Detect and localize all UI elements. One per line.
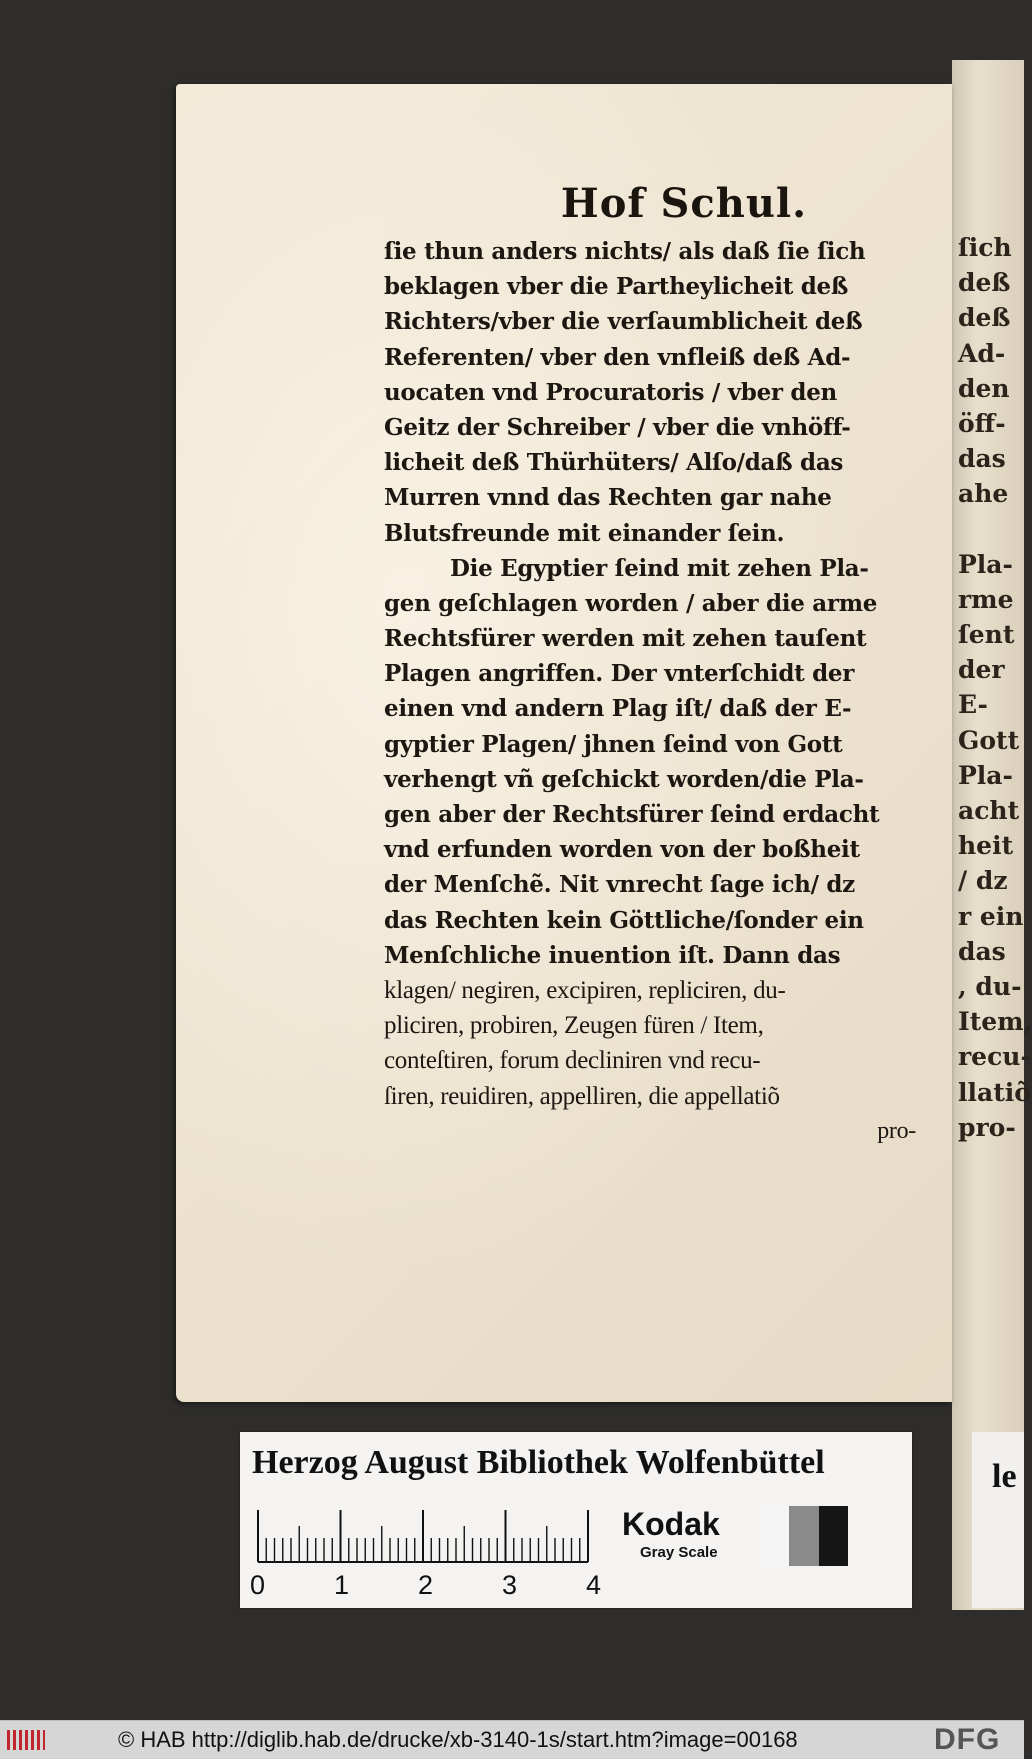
text-line: Die Egyptier ſeind mit zehen Pla- (450, 554, 869, 582)
hab-logo-icon (6, 1728, 46, 1752)
text-line: gen geſchlagen worden / aber die arme (384, 589, 878, 617)
ruler-scale (254, 1508, 594, 1564)
adjacent-card-text: le (992, 1458, 1017, 1495)
adjacent-text-fragment: Gott (958, 725, 1020, 755)
adjacent-page-edge (952, 60, 1032, 1610)
text-line: Murren vnnd das Rechten gar nahe (384, 484, 832, 512)
text-line: licheit deß Thürhüters/ Alſo/daß das (384, 449, 844, 477)
text-line: beklagen vber die Partheylicheit deß (384, 273, 849, 301)
text-line: Blutsfreunde mit einander ſein. (384, 519, 785, 547)
text-line: ſiren, reuidiren, appelliren, die appellatiõ (384, 1082, 780, 1110)
text-line: Rechtsfürer werden mit zehen tauſent (384, 625, 867, 653)
text-line: ſie thun anders nichts/ als daß ſie ſich (384, 238, 866, 265)
adjacent-text-fragment: / dz (958, 866, 1008, 896)
ruler-number-4: 4 (586, 1570, 602, 1600)
gray-patch-white (760, 1506, 789, 1566)
adjacent-text-fragment: öff- (958, 408, 1006, 438)
adjacent-color-card (972, 1432, 1024, 1608)
adjacent-text-fragment: rme (958, 584, 1014, 614)
text-line: conteſtiren, forum decliniren vnd recu- (384, 1047, 761, 1075)
text-line: Referenten/ vber den vnfleiß deß Ad- (384, 343, 851, 371)
adjacent-text-fragment: Ad- (958, 338, 1006, 368)
adjacent-page-text (958, 230, 1032, 1145)
ruler-number-2: 2 (418, 1570, 434, 1600)
ruler-number-0: 0 (250, 1570, 266, 1600)
text-line: Menſchliche inuention iſt. Dann das (384, 941, 841, 969)
ruler-number-3: 3 (502, 1570, 518, 1600)
adjacent-text-fragment: r ein (958, 901, 1024, 931)
adjacent-text-fragment: Pla- (958, 549, 1013, 579)
ruler-number-1: 1 (334, 1570, 350, 1600)
gray-patch-black (819, 1506, 848, 1566)
adjacent-text-fragment (958, 512, 1024, 547)
adjacent-text-fragment: , du- (958, 971, 1022, 1001)
text-line: Geitz der Schreiber / vber die vnhöff- (384, 413, 851, 441)
viewer-footer (0, 1720, 1024, 1759)
dfg-logo: DFG (934, 1723, 1001, 1756)
adjacent-text-fragment: ahe (958, 479, 1009, 509)
catchword: pro- (877, 1117, 916, 1144)
adjacent-text-fragment: Pla- (958, 760, 1013, 790)
adjacent-text-fragment: llatiõ (958, 1077, 1031, 1107)
book-page (176, 84, 952, 1402)
adjacent-text-fragment: E- (958, 690, 988, 720)
text-line: pliciren, probiren, Zeugen füren / Item, (384, 1012, 764, 1040)
library-name: Herzog August Bibliothek Wolfenbüttel (252, 1444, 825, 1481)
kodak-logo: Kodak (622, 1506, 720, 1542)
text-line: vnd erfunden worden von der boßheit (384, 836, 860, 864)
gray-patch-mid (789, 1506, 818, 1566)
running-head: Hof Schul. (560, 180, 808, 227)
text-line: klagen/ negiren, excipiren, repliciren, du- (384, 976, 786, 1004)
adjacent-text-fragment: acht (958, 796, 1020, 825)
text-line: Richters/vber die verſaumblicheit deß (384, 308, 863, 336)
text-line: verhengt vñ geſchickt worden/die Pla- (384, 765, 864, 793)
adjacent-text-fragment: das (958, 936, 1006, 966)
text-line: gyptier Plagen/ jhnen ſeind von Gott (384, 730, 843, 758)
text-line: uocaten vnd Procuratoris / vber den (384, 378, 837, 406)
adjacent-text-fragment: heit (958, 831, 1014, 861)
text-line: der Menſchẽ. Nit vnrecht ſage ich/ dz (384, 871, 855, 899)
text-line: das Rechten kein Göttliche/ſonder ein (384, 906, 864, 934)
adjacent-text-fragment: das (958, 444, 1006, 474)
adjacent-text-fragment: ſent (958, 620, 1015, 650)
text-line: gen aber der Rechtsfürer ſeind erdacht (384, 801, 880, 828)
text-line: einen vnd andern Plag iſt/ daß der E- (384, 695, 852, 723)
source-link[interactable]: © HAB http://diglib.hab.de/drucke/xb-3140-1s/start.htm?image=00168 (118, 1727, 798, 1752)
gray-scale-patches (760, 1506, 848, 1566)
gray-scale-label: Gray Scale (640, 1544, 718, 1561)
adjacent-text-fragment: deß (958, 268, 1011, 298)
adjacent-text-fragment: deß (958, 303, 1011, 333)
adjacent-text-fragment: der (958, 655, 1005, 685)
adjacent-text-fragment: pro- (958, 1112, 1016, 1142)
adjacent-text-fragment: Item, (958, 1007, 1032, 1037)
adjacent-text-fragment: recu- (958, 1042, 1031, 1072)
body-text (384, 234, 944, 1149)
color-calibration-card (240, 1432, 912, 1608)
adjacent-text-fragment: ſich (958, 233, 1012, 262)
adjacent-text-fragment: den (958, 373, 1010, 403)
text-line: Plagen angriffen. Der vnterſchidt der (384, 660, 855, 688)
